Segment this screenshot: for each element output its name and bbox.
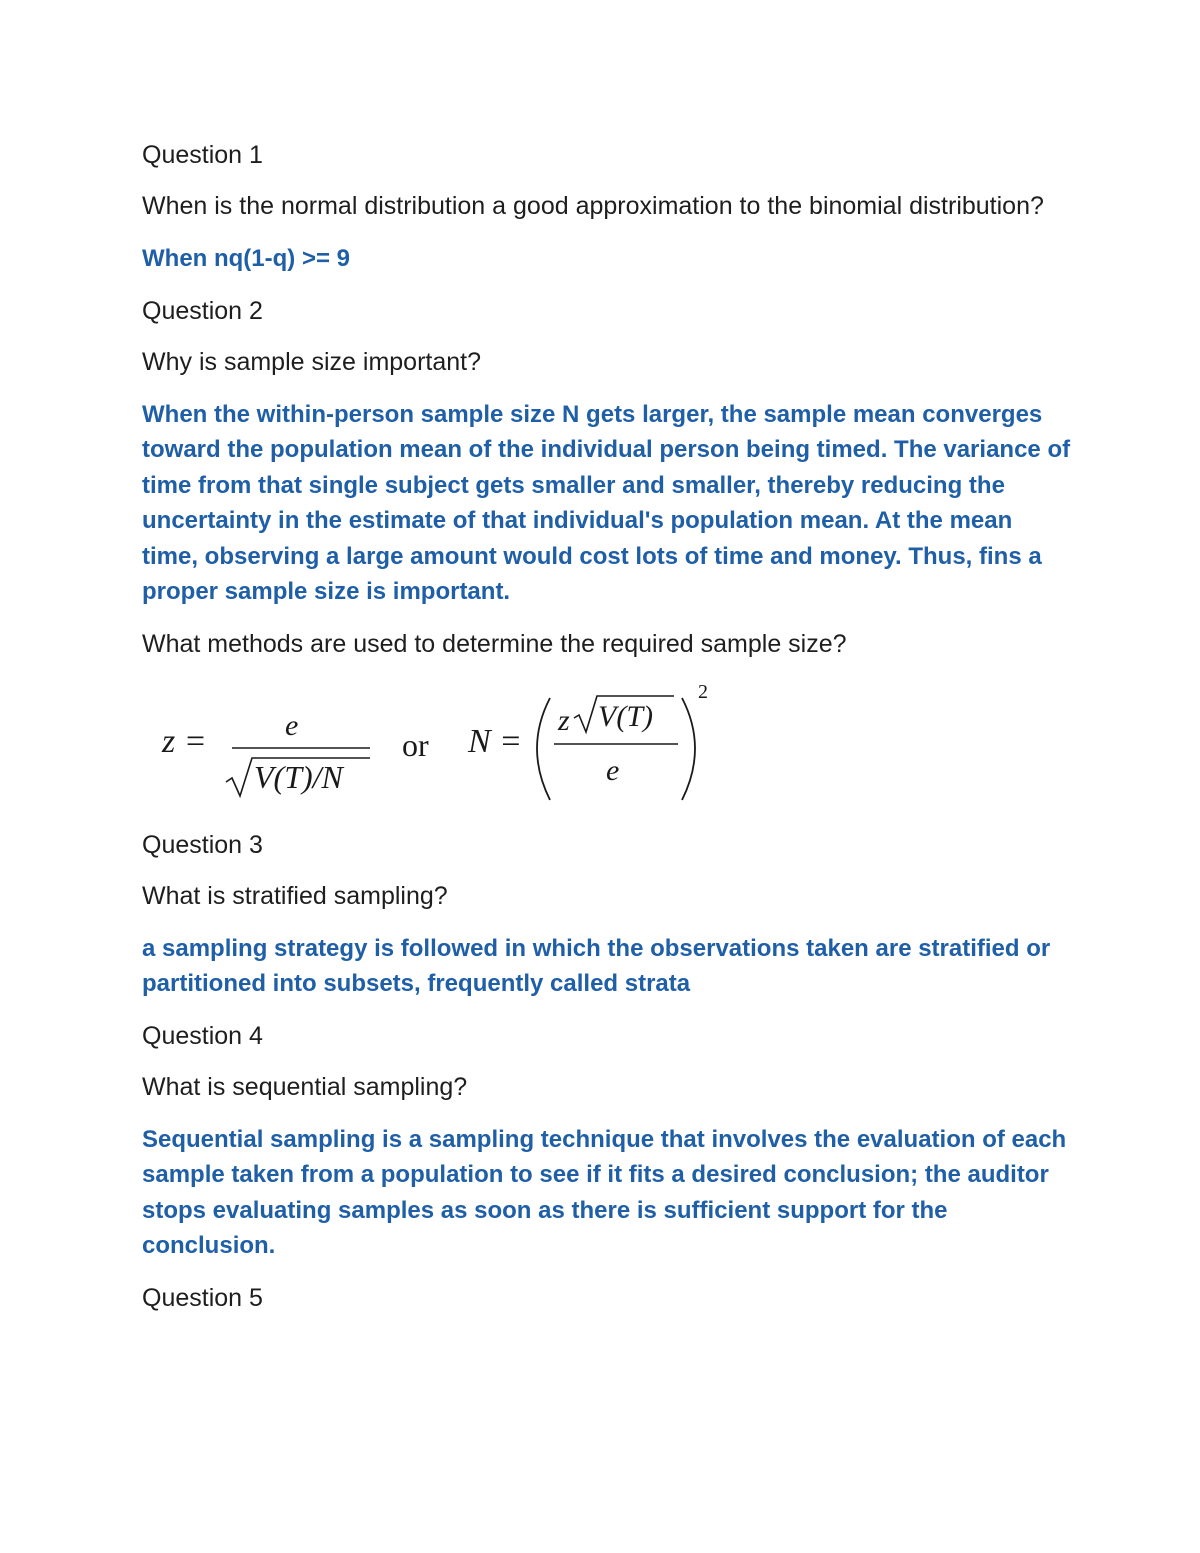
question-4-text: What is sequential sampling? — [142, 1072, 468, 1101]
left-paren — [537, 698, 550, 800]
formula-numerator-z: z — [558, 703, 570, 737]
question-1 — [142, 138, 1072, 277]
question-1-heading: Question 1 — [142, 141, 263, 169]
question-4 — [142, 1019, 1072, 1264]
question-2-text: Why is sample size important? — [142, 347, 482, 376]
question-5-heading: Question 5 — [142, 1283, 263, 1312]
formula-denominator-1: V(T)/N — [254, 758, 343, 795]
formula-lhs-n: N = — [468, 722, 523, 760]
question-4-heading: Question 4 — [142, 1021, 263, 1050]
question-2 — [142, 294, 1072, 802]
question-4-answer: Sequential sampling is a sampling technique that involves the evaluation of each sample taken from a population to see if it fits a desired conclusion; the auditor stops evaluating samples as soon as there is sufficient support for the conclusion. — [142, 1125, 1067, 1259]
right-paren — [682, 698, 695, 800]
formula-numerator-radicand: V(T) — [598, 699, 653, 733]
document-body — [142, 138, 1072, 1332]
question-3 — [142, 828, 1072, 1002]
question-1-text: When is the normal distribution a good approximation to the binomial distribution? — [142, 192, 1044, 220]
question-5 — [142, 1281, 1072, 1315]
question-1-answer: When nq(1-q) >= 9 — [142, 245, 351, 272]
formula-exponent: 2 — [698, 680, 708, 703]
sample-size-formula — [142, 682, 1072, 802]
formula-numerator-e: e — [285, 708, 299, 742]
question-3-text: What is stratified sampling? — [142, 881, 448, 910]
question-2-answer: When the within-person sample size N gets larger, the sample mean converges toward the population mean of the individual person being timed. The variance of time from that single subject gets smaller and smaller, thereby reducing the uncertainty in the estimate of that individual's population mean. At the mean time, observing a large amount would cost lots of time and money. Thus, fins a proper sample size is important. — [142, 400, 1071, 605]
question-2-heading: Question 2 — [142, 296, 263, 325]
question-3-heading: Question 3 — [142, 830, 263, 859]
formula-graphic — [154, 682, 714, 802]
question-3-answer: a sampling strategy is followed in which the observations taken are stratified or partitioned into subsets, frequently called strata — [142, 934, 1051, 997]
formula-or: or — [402, 726, 429, 763]
question-2-followup: What methods are used to determine the required sample size? — [142, 629, 847, 658]
formula-lhs-z: z = — [162, 722, 207, 760]
formula-denominator-2: e — [606, 753, 620, 787]
